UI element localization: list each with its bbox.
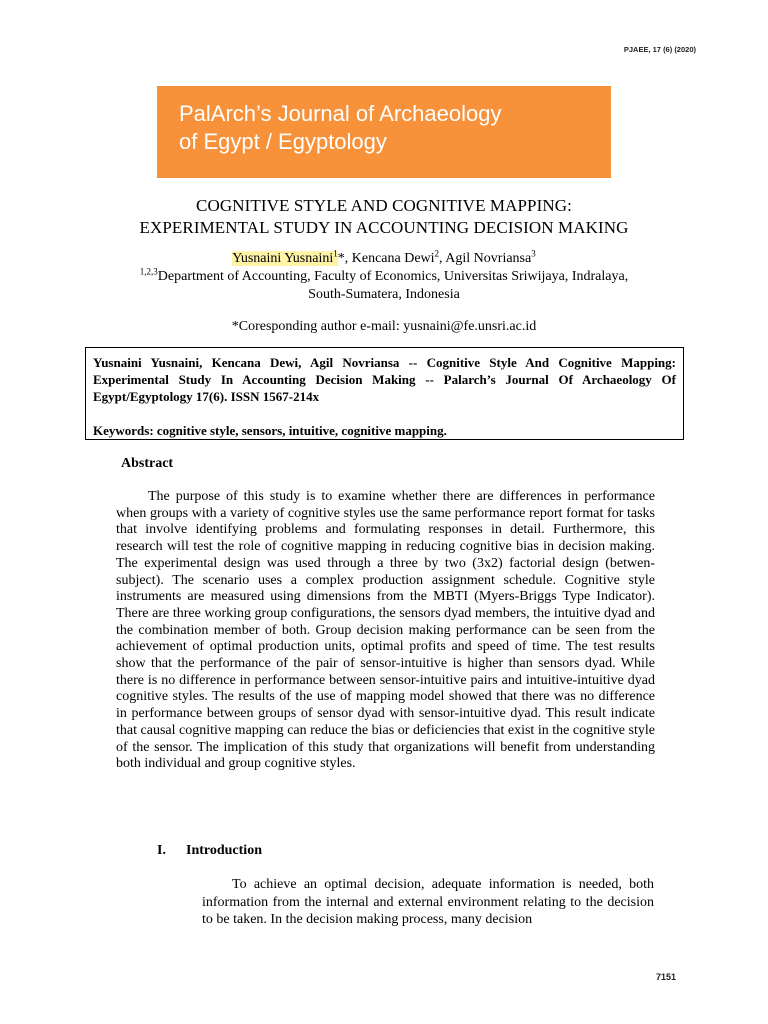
introduction-body: To achieve an optimal decision, adequate information is needed, both information from the internal and external environment relating to the decision to be taken. In the decision making process, many decision: [202, 877, 654, 927]
affiliation-line-1: Department of Accounting, Faculty of Economics, Universitas Sriwijaya, Indralaya,: [157, 269, 629, 284]
author-3-sup: 3: [531, 248, 536, 259]
abstract-body: The purpose of this study is to examine whether there are differences in performance when groups with a variety of cognitive styles use the same performance report format for tasks that involve identifying problems and formulating responses in detail. Furthermore, this research will test the role of cognitive mapping in reducing cognitive bias in decision making. The experimental design was used through a three by two (3x2) factorial design (betwen-subject). The scenario uses a complex production assignment schedule. Cognitive style instruments are measured using dimensions from the MBTI (Myers-Briggs Type Indicator). There are three working group configurations, the sensors dyad members, the intuitive dyad and the combination member of both. Group decision making performance can be seen from the achievement of optimal production units, optimal profits and speed of time. The test results show that the performance of the pair of sensor-intuitive is higher than sensors dyad. While there is no difference in performance between sensor-intuitive pairs and intuitive-intuitive dyad cognitive styles. The results of the use of mapping model showed that there was no difference in performance between groups of sensor dyad with sensor-intuitive dyad. This result indicate that causal cognitive mapping can reduce the bias or deficiencies that exist in the cognitive style of the sensor. The implication of this study that organizations will benefit from understanding both individual and group cognitive styles.: [116, 489, 655, 772]
author-1-name: Yusnaini Yusnaini: [232, 251, 334, 266]
author-2-sup: 2: [434, 248, 440, 259]
corresponding-mark: *,: [337, 251, 352, 266]
author-separator: ,: [439, 251, 446, 266]
banner-line-1: PalArch’s Journal of Archaeology: [179, 101, 502, 126]
corresponding-email: *Coresponding author e-mail: yusnaini@fe.unsri.ac.id: [231, 319, 537, 334]
page-number: 7151: [655, 972, 676, 982]
journal-banner-logo: [157, 86, 611, 178]
abstract-heading: Abstract: [121, 456, 174, 471]
affiliation: [0, 268, 768, 304]
section-heading: Introduction: [186, 843, 262, 858]
banner-line-2: of Egypt / Egyptology: [179, 129, 387, 154]
author-list: [0, 250, 768, 268]
author-2-name: Kencana Dewi: [351, 251, 435, 266]
citation-text: Yusnaini Yusnaini, Kencana Dewi, Agil Novriansa -- Cognitive Style And Cognitive Mapping: Experimental Study In Accounting Decision Making -- Palarch’s Journal Of Archaeology Of Egypt/Egyptology 17(6). ISSN 1567-214x: [93, 355, 676, 404]
title-line-2: EXPERIMENTAL STUDY IN ACCOUNTING DECISION MAKING: [139, 218, 629, 237]
paper-title: [0, 195, 768, 239]
author-1-highlight: [232, 248, 338, 266]
author-1-sup: 1: [333, 248, 338, 259]
section-number: I.: [157, 843, 166, 858]
citation-box: [85, 347, 684, 440]
keywords: Keywords: cognitive style, sensors, intuitive, cognitive mapping.: [93, 423, 447, 438]
journal-reference: PJAEE, 17 (6) (2020): [623, 45, 696, 54]
affiliation-line-2: South-Sumatera, Indonesia: [308, 287, 460, 302]
title-line-1: COGNITIVE STYLE AND COGNITIVE MAPPING:: [196, 196, 572, 215]
author-3-name: Agil Novriansa: [445, 251, 532, 266]
affiliation-sup: 1,2,3: [139, 266, 158, 277]
